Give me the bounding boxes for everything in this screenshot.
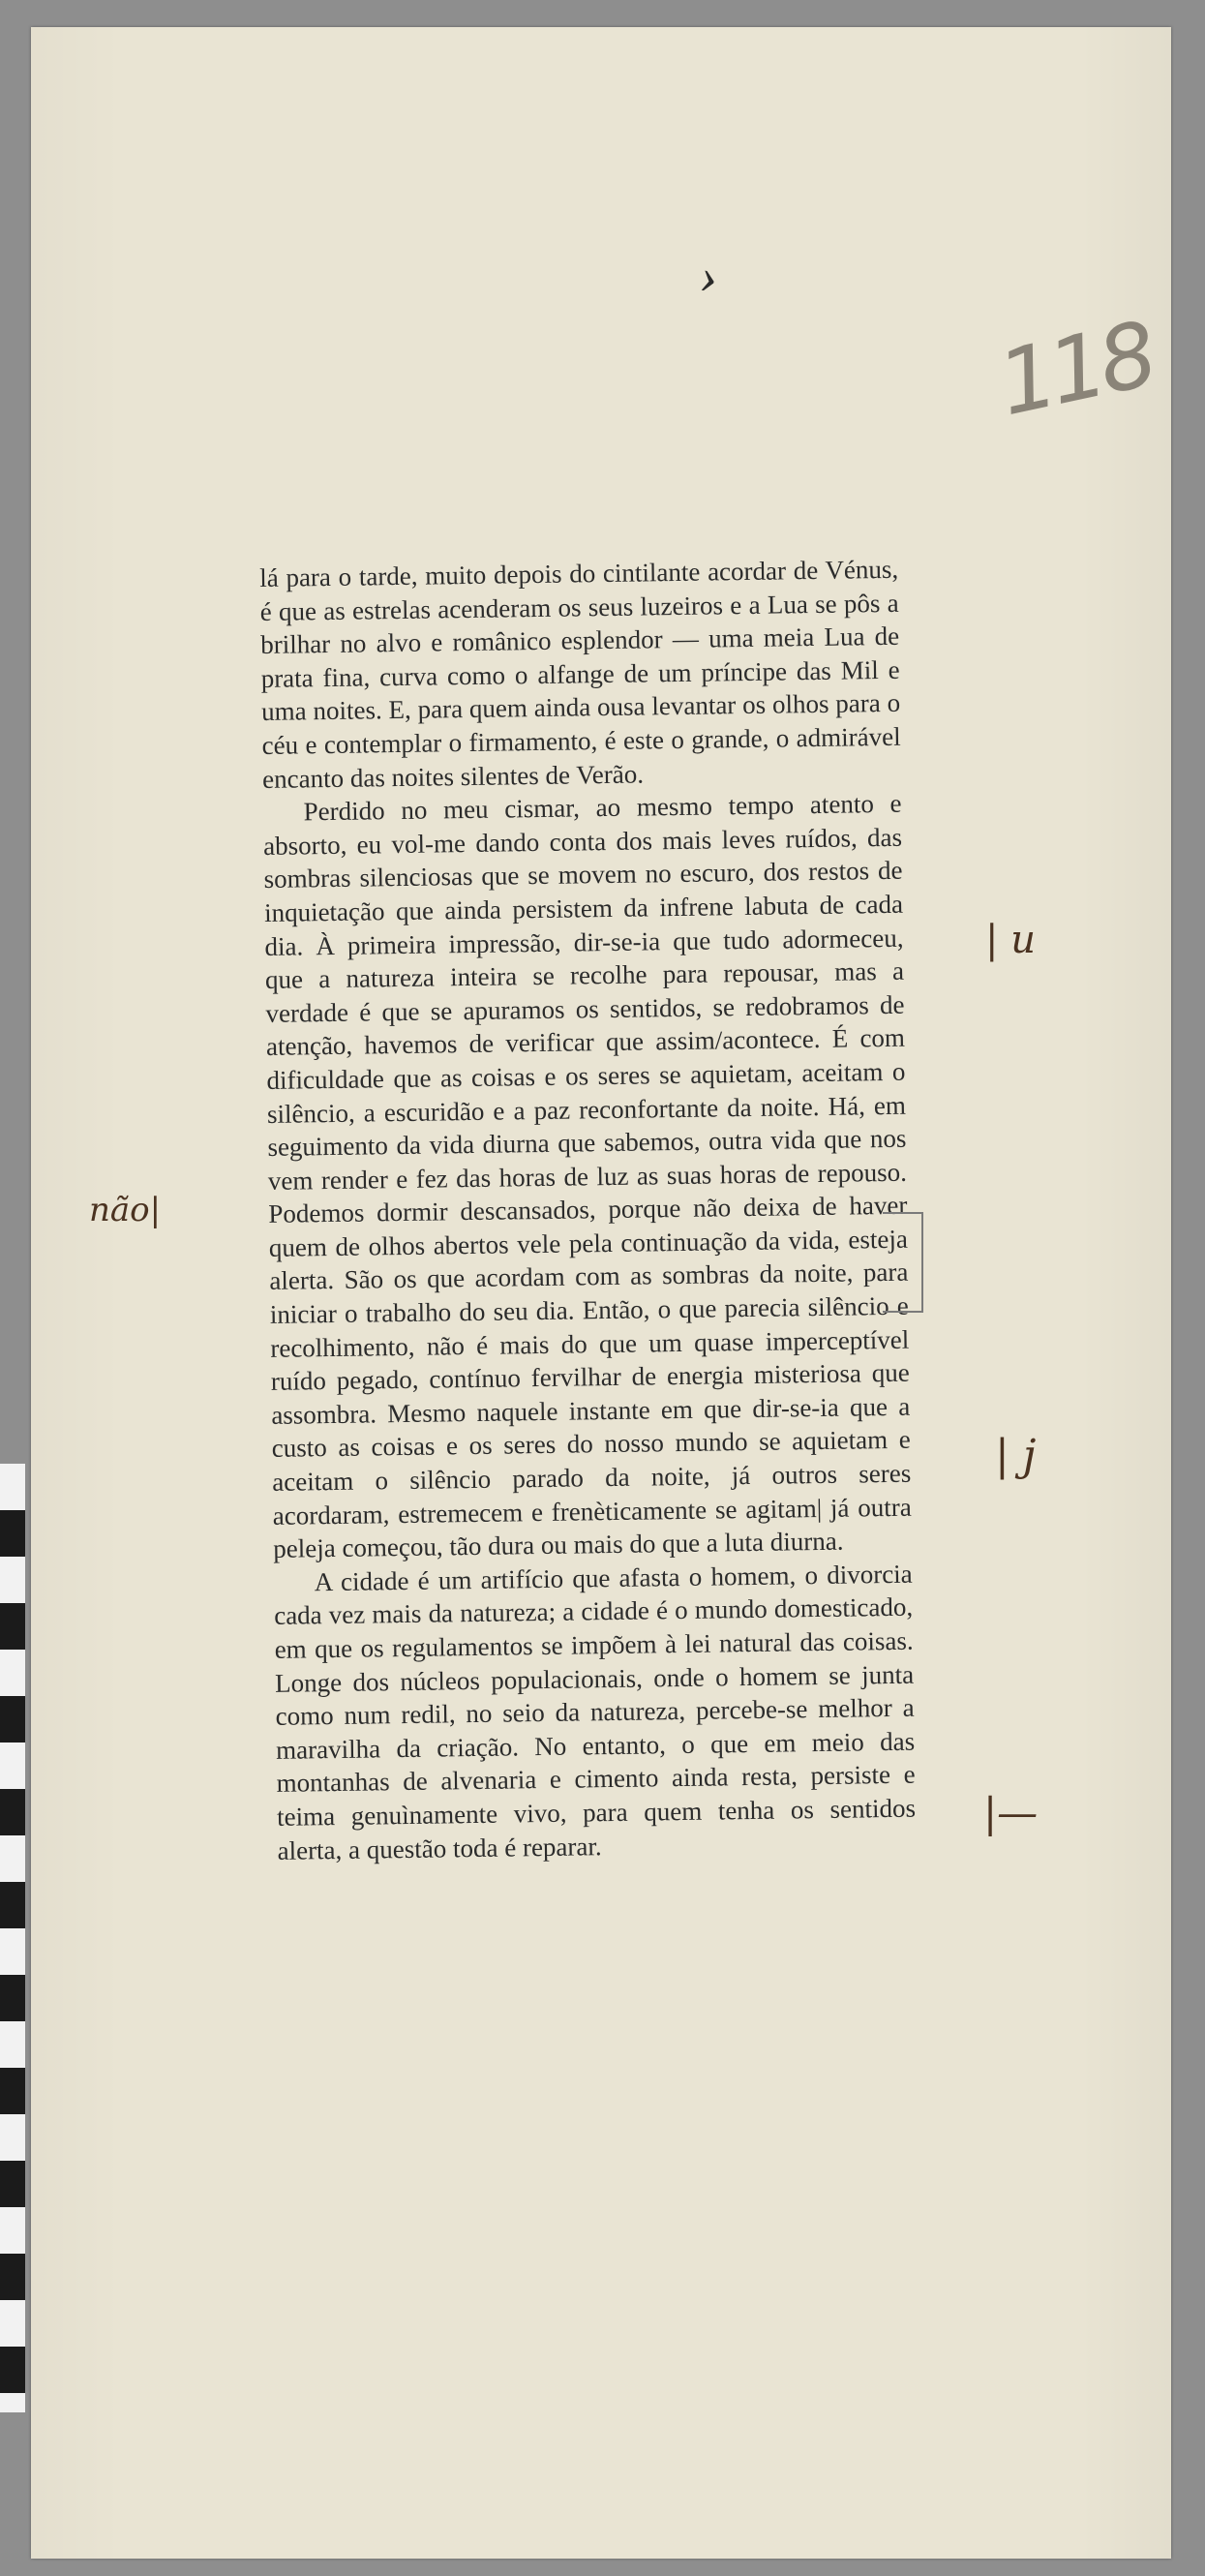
folio-number: 118 bbox=[989, 302, 1161, 437]
margin-note-right-2: | j bbox=[995, 1431, 1037, 1480]
paragraph-1: lá para o tarde, muito depois do cintilante acordar de Vénus, é que as estrelas acenderam os seus luzeiros e a Lua se pôs a brilhar no alvo e românico esplendor — uma meia Lua de prata fina, curva como o alfange de um príncipe das Mil e uma noites. E, para quem ainda ousa levantar os olhos para o céu e contemplar o firmamento, é este o grande, o admirável encanto das noites silentes de Verão. bbox=[259, 554, 901, 794]
body-text bbox=[259, 553, 917, 1867]
margin-note-left: não| bbox=[89, 1191, 162, 1229]
correction-bracket bbox=[883, 1212, 923, 1313]
top-mark: › bbox=[695, 245, 724, 307]
margin-note-right-1: | u bbox=[985, 918, 1036, 962]
margin-note-right-3: |— bbox=[983, 1789, 1039, 1836]
paragraph-2: Perdido no meu cismar, ao mesmo tempo atento e absorto, eu vol-me dando conta dos mais leves ruídos, das sombras silenciosas que se movem no escuro, dos restos de inquietação que ainda persistem da infrene labuta de cada dia. À primeira impressão, dir-se-ia que tudo adormeceu, que a natureza inteira se recolhe para repousar, mas a verdade é que se apuramos os sentidos, se redobramos de atenção, havemos de verificar que assim/acontece. É com dificuldade que as coisas e os seres se aquietam, aceitam o silêncio, a escuridão e a paz reconfortante da noite. Há, em seguimento da vida diurna que sabemos, outra vida que nos vem render e fez das horas de luz as suas horas de repouso. Podemos dormir descansados, porque não deixa de haver quem de olhos abertos vele pela continuação da vida, esteja alerta. São os que acordam com as sombras da noite, para iniciar o trabalho do seu dia. Então, o que parecia silêncio e recolhimento, não é mais do que um quase imperceptível ruído pegado, contínuo fervilhar de energia misteriosa que assombra. Mesmo naquele instante em que dir-se-ia que a custo as coisas e os seres do nosso mundo se aquietam e aceitam o silêncio parado da noite, já outros seres acordaram, estremecem e frenèticamente se agitam| já outra peleja começou, tão dura ou mais do que a luta diurna. bbox=[262, 788, 912, 1564]
scale-ruler bbox=[0, 1464, 25, 2412]
paragraph-3: A cidade é um artifício que afasta o homem, o divorcia cada vez mais da natureza; a cidade é o mundo domesticado, em que os regulamentos se impõem à lei natural das coisas. Longe dos núcleos populacionais, onde o homem se junta como num redil, no seio da natureza, percebe-se melhor a maravilha da criação. No entanto, o que em meio das montanhas de alvenaria e cimento ainda resta, persiste e teima genuìnamente vivo, para quem tenha os sentidos alerta, a questão toda é reparar. bbox=[274, 1559, 917, 1865]
